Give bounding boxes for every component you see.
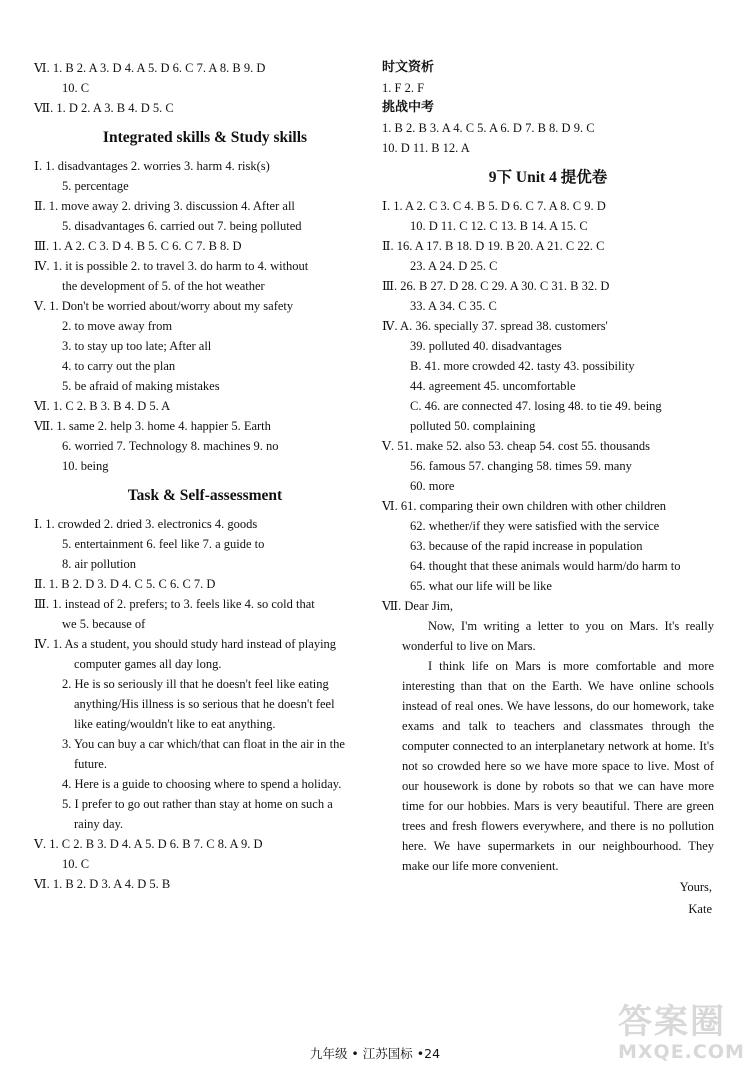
answer-line: 2. He is so seriously ill that he doesn't feel like eating [62, 677, 329, 691]
answer-line: Ⅱ. 1. move away 2. driving 3. discussion 4. After all [34, 199, 295, 213]
answer-line: Ⅴ. 1. C 2. B 3. D 4. A 5. D 6. B 7. C 8. A 9. D [34, 837, 263, 851]
answer-line: the development of 5. of the hot weather [62, 279, 265, 293]
watermark-logo [618, 1002, 745, 1072]
answer-line: 10. C [62, 857, 90, 871]
answer-line: 10. D 11. C 12. C 13. B 14. A 15. C [410, 219, 588, 233]
answer-line: 39. polluted 40. disadvantages [410, 339, 562, 353]
letter-paragraph: Now, I'm writing a letter to you on Mars. It's really wonderful to live on Mars. [402, 619, 714, 653]
answer-line: 3. You can buy a car which/that can float in the air in the [62, 737, 345, 751]
answer-line: computer games all day long. [74, 657, 222, 671]
answer-line: 56. famous 57. changing 58. times 59. many [410, 459, 632, 473]
answer-line: 60. more [410, 479, 455, 493]
answer-line: anything/His illness is so serious that he doesn't feel [74, 697, 335, 711]
answer-line: 2. to move away from [62, 319, 173, 333]
section-heading: 9下 Unit 4 提优卷 [488, 169, 608, 186]
answer-line: rainy day. [74, 817, 124, 831]
answer-line: B. 41. more crowded 42. tasty 43. possibility [410, 359, 635, 373]
answer-line: Ⅶ. 1. same 2. help 3. home 4. happier 5. Earth [34, 419, 271, 433]
answer-line: Ⅲ. 1. instead of 2. prefers; to 3. feels like 4. so cold that [34, 597, 315, 611]
answer-line: Ⅰ. 1. crowded 2. dried 3. electronics 4. goods [34, 517, 258, 531]
sub-heading: 挑战中考 [382, 100, 435, 115]
answer-line: 33. A 34. C 35. C [410, 299, 497, 313]
answer-line: Ⅱ. 1. B 2. D 3. D 4. C 5. C 6. C 7. D [34, 577, 216, 591]
answer-line: future. [74, 757, 107, 771]
answer-line: Ⅳ. A. 36. specially 37. spread 38. customers' [382, 319, 608, 333]
answer-line: Ⅳ. 1. As a student, you should study hard instead of playing [34, 637, 337, 651]
answer-line: 62. whether/if they were satisfied with the service [410, 519, 660, 533]
answer-line: C. 46. are connected 47. losing 48. to tie 49. being [410, 399, 662, 413]
answer-line: like eating/wouldn't like to eat anything. [74, 717, 276, 731]
answer-line: Ⅳ. 1. it is possible 2. to travel 3. do harm to 4. without [34, 259, 309, 273]
answer-line: Ⅰ. 1. A 2. C 3. C 4. B 5. D 6. C 7. A 8. C 9. D [382, 199, 606, 213]
answer-line: Ⅶ. Dear Jim, [382, 599, 453, 613]
answer-line: 1. B 2. B 3. A 4. C 5. A 6. D 7. B 8. D 9. C [382, 121, 595, 135]
section-heading: Task & Self-assessment [127, 487, 283, 504]
answer-line: Ⅱ. 16. A 17. B 18. D 19. B 20. A 21. C 22. C [382, 239, 605, 253]
answer-line: 5. percentage [62, 179, 129, 193]
sub-heading: 时文资析 [382, 60, 435, 75]
answer-line: Ⅲ. 1. A 2. C 3. D 4. B 5. C 6. C 7. B 8. D [34, 239, 242, 253]
answer-line: 5. entertainment 6. feel like 7. a guide to [62, 537, 265, 551]
answer-line: Ⅵ. 61. comparing their own children with other children [382, 499, 667, 513]
watermark-top-text: 答案圈 [618, 1002, 726, 1042]
answer-line: 4. to carry out the plan [62, 359, 176, 373]
answer-line: 10. being [62, 459, 109, 473]
answer-line: Ⅵ. 1. C 2. B 3. B 4. D 5. A [34, 399, 171, 413]
right-column [382, 58, 714, 920]
answer-line: 4. Here is a guide to choosing where to spend a holiday. [62, 777, 342, 791]
answer-line: 6. worried 7. Technology 8. machines 9. no [62, 439, 279, 453]
answer-line: 64. thought that these animals would harm/do harm to [410, 559, 681, 573]
left-column [34, 58, 376, 894]
letter-signoff: Yours, [679, 880, 712, 894]
answer-line: Ⅶ. 1. D 2. A 3. B 4. D 5. C [34, 101, 174, 115]
answer-line: Ⅴ. 51. make 52. also 53. cheap 54. cost 55. thousands [382, 439, 651, 453]
answer-line: 3. to stay up too late; After all [62, 339, 212, 353]
answer-line: Ⅵ. 1. B 2. A 3. D 4. A 5. D 6. C 7. A 8. B 9. D [34, 61, 266, 75]
answer-line: 8. air pollution [62, 557, 136, 571]
answer-line: Ⅲ. 26. B 27. D 28. C 29. A 30. C 31. B 32. D [382, 279, 610, 293]
answer-line: 44. agreement 45. uncomfortable [410, 379, 576, 393]
answer-line: 10. C [62, 81, 90, 95]
letter-signoff: Kate [688, 902, 712, 916]
letter-paragraph: I think life on Mars is more comfortable and more interesting than that on the Earth. We have online schools instead of real ones. We have lessons, do our homework, take exams and talk to teachers and classmates through the computer connected to an interplanetary network at home. It's not so crowded here so we have more space to live. Most of our housework is done by robots so that we can have more time for our hobbies. Mars is very beautiful. There are green trees and fresh flowers everywhere, and there is no pollution here. We have supermarkets in our neighbourhood. They make our life more convenient. [402, 659, 714, 873]
answer-line: 5. I prefer to go out rather than stay at home on such a [62, 797, 333, 811]
answer-line: 5. disadvantages 6. carried out 7. being polluted [62, 219, 302, 233]
answer-line: 5. be afraid of making mistakes [62, 379, 220, 393]
watermark-bottom-text: MXQE.COM [618, 1041, 745, 1063]
answer-line: Ⅴ. 1. Don't be worried about/worry about my safety [34, 299, 294, 313]
answer-line: Ⅵ. 1. B 2. D 3. A 4. D 5. B [34, 877, 171, 891]
answer-line: Ⅰ. 1. disadvantages 2. worries 3. harm 4. risk(s) [34, 159, 270, 173]
answer-line: 1. F 2. F [382, 81, 425, 95]
answer-line: 63. because of the rapid increase in population [410, 539, 643, 553]
answer-line: we 5. because of [62, 617, 146, 631]
section-heading: Integrated skills & Study skills [102, 129, 308, 146]
page-footer: 九年级 • 江苏国标 •24 [309, 1046, 441, 1061]
answer-line: polluted 50. complaining [410, 419, 536, 433]
answer-line: 23. A 24. D 25. C [410, 259, 498, 273]
answer-line: 65. what our life will be like [410, 579, 552, 593]
answer-line: 10. D 11. B 12. A [382, 141, 470, 155]
